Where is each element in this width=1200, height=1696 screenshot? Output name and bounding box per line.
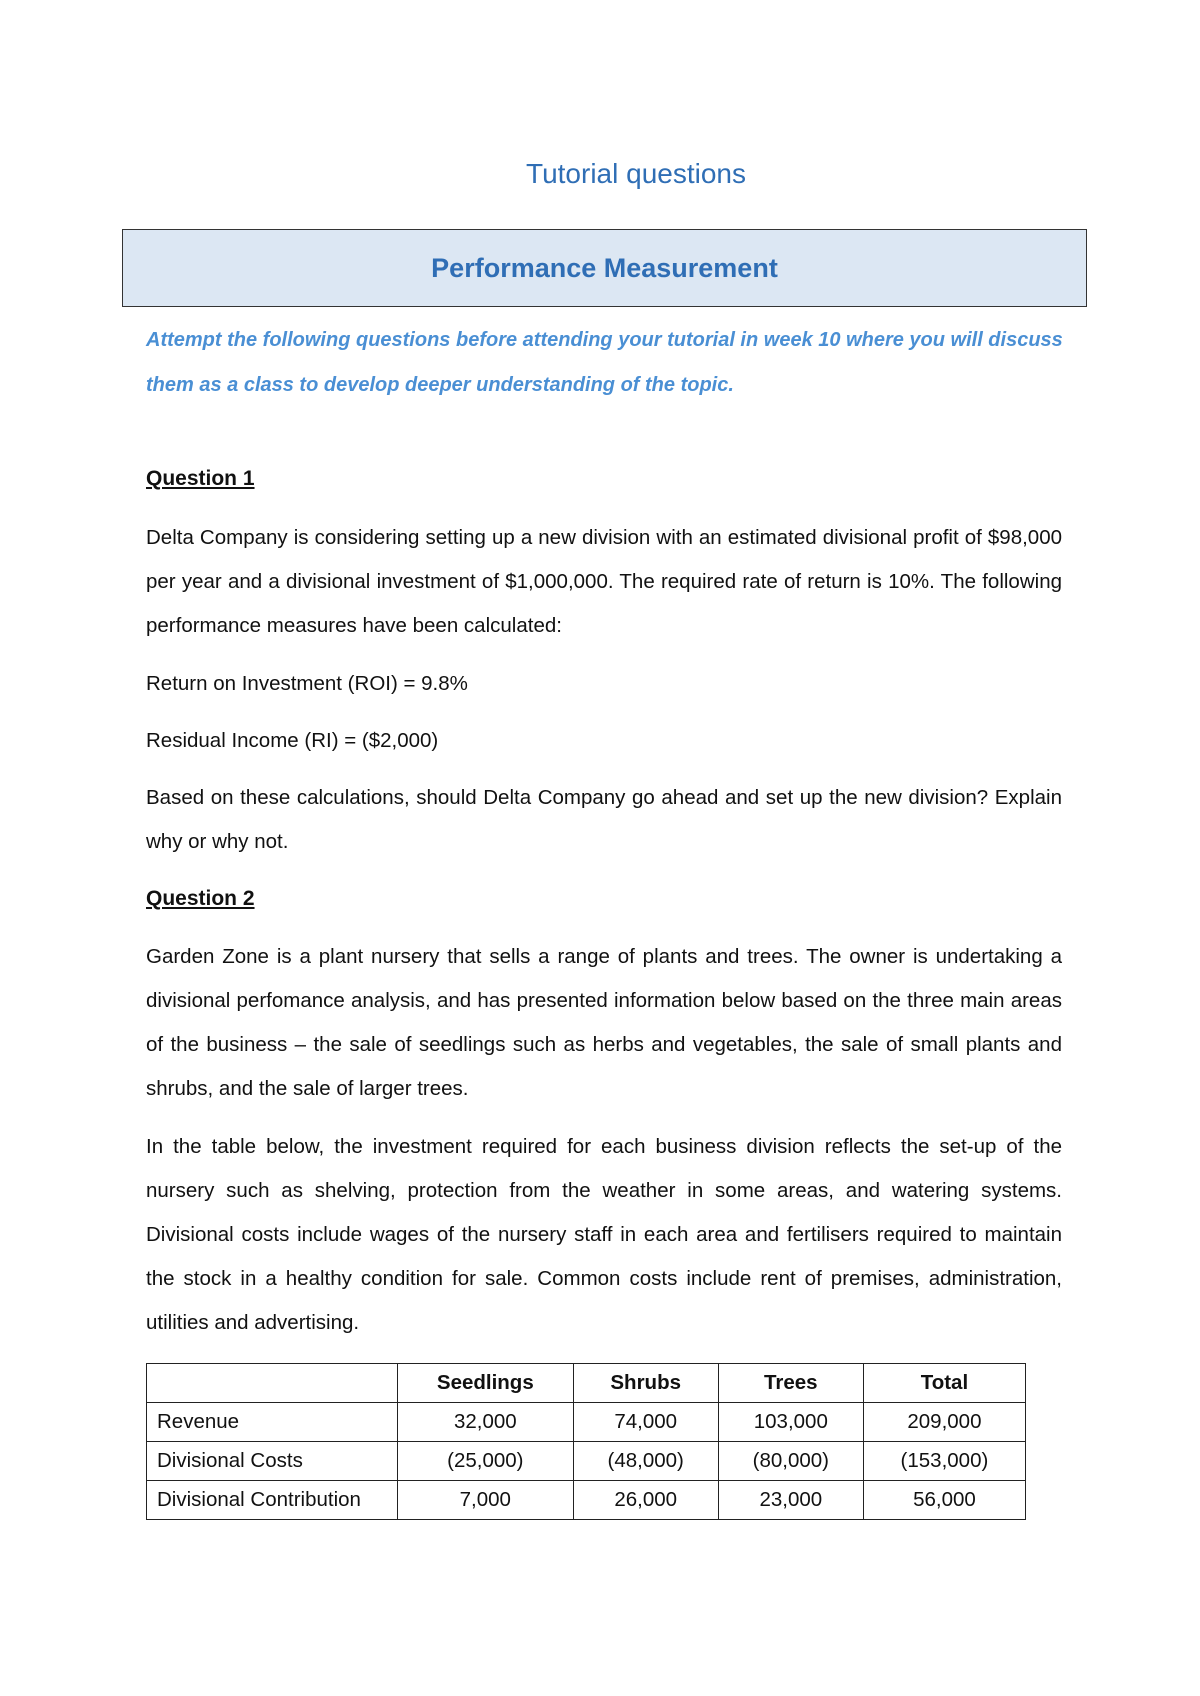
table-cell: 26,000 <box>573 1481 718 1520</box>
table-row <box>147 1403 1026 1442</box>
table-header-row <box>147 1364 1026 1403</box>
division-table <box>146 1363 1026 1520</box>
table-row <box>147 1481 1026 1520</box>
table-cell: 23,000 <box>718 1481 863 1520</box>
section-banner <box>122 229 1087 307</box>
question-1-heading: Question 1 <box>146 467 255 490</box>
row-label: Divisional Contribution <box>147 1481 398 1520</box>
table-cell: 74,000 <box>573 1403 718 1442</box>
intro-instructions: Attempt the following questions before attending your tutorial in week 10 where you will discuss them as a class to develop deeper understanding of the topic. <box>146 329 1063 396</box>
question-2-paragraph-2: In the table below, the investment required for each business division reflects the set-up of the nursery such as shelving, protection from the weather in some areas, and watering systems. Divisional costs include wages of the nursery staff in each area and fertilisers required to maintain the stock in a healthy condition for sale. Common costs include rent of premises, administration, utilities and advertising. <box>146 1135 1062 1334</box>
table-header-cell: Total <box>863 1364 1025 1403</box>
table-header-cell: Shrubs <box>573 1364 718 1403</box>
table-cell: 103,000 <box>718 1403 863 1442</box>
row-label: Revenue <box>147 1403 398 1442</box>
banner-title: Performance Measurement <box>431 252 778 283</box>
table-header-cell <box>147 1364 398 1403</box>
question-2-heading: Question 2 <box>146 887 255 910</box>
question-2-paragraph-1: Garden Zone is a plant nursery that sells a range of plants and trees. The owner is undertaking a divisional perfomance analysis, and has presented information below based on the three main areas of the business – the sale of seedlings such as herbs and vegetables, the sale of small plants and shrubs, and the sale of larger trees. <box>146 945 1062 1100</box>
table-cell: 56,000 <box>863 1481 1025 1520</box>
table-cell: (25,000) <box>398 1442 574 1481</box>
table-cell: (80,000) <box>718 1442 863 1481</box>
table-cell: 32,000 <box>398 1403 574 1442</box>
table-row <box>147 1442 1026 1481</box>
page-title: Tutorial questions <box>526 158 746 189</box>
question-1-paragraph: Delta Company is considering setting up a new division with an estimated divisional profit of $98,000 per year and a divisional investment of $1,000,000. The required rate of return is 10%. The following performance measures have been calculated: <box>146 526 1062 637</box>
table-header-cell: Trees <box>718 1364 863 1403</box>
table-cell: (48,000) <box>573 1442 718 1481</box>
table-cell: (153,000) <box>863 1442 1025 1481</box>
question-1-prompt: Based on these calculations, should Delta Company go ahead and set up the new division? Explain why or why not. <box>146 786 1062 853</box>
table-cell: 7,000 <box>398 1481 574 1520</box>
ri-line: Residual Income (RI) = ($2,000) <box>146 729 439 752</box>
row-label: Divisional Costs <box>147 1442 398 1481</box>
roi-line: Return on Investment (ROI) = 9.8% <box>146 672 468 695</box>
table-cell: 209,000 <box>863 1403 1025 1442</box>
table-header-cell: Seedlings <box>398 1364 574 1403</box>
